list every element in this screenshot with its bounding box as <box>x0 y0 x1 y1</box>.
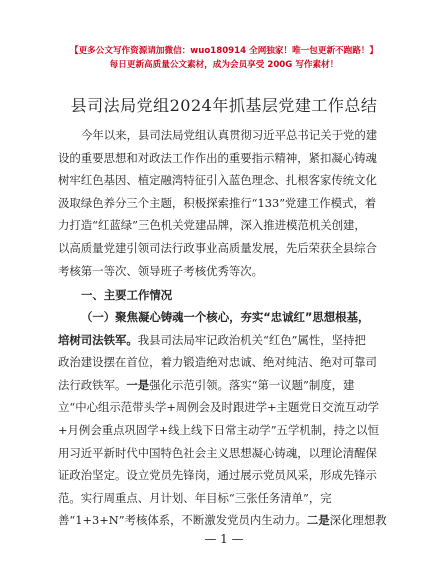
body-line: 用习近平新时代中国特色社会主义思想凝心铸魂，以理论清醒保 <box>58 445 377 460</box>
intro-line: 设的重要思想和对政法工作作出的重要指示精神，紧扣凝心铸魂 <box>58 150 377 165</box>
intro-line: 今年以来，县司法局党组认真贯彻习近平总书记关于党的建 <box>81 128 378 142</box>
body-line: 范。实行周重点、月计划、年目标“三张任务清单”，完 <box>58 490 332 505</box>
body-text: 深化理想教 <box>329 513 387 528</box>
intro-line: 树牢红色基因、植定融湾特征引入蓝色理念、扎根客家传统文化 <box>58 173 377 188</box>
bold-marker: 二是 <box>306 513 330 528</box>
promo-banner-line2: 每日更新高质量公文素材，成为会员享受 200G 写作素材！ <box>109 60 339 70</box>
body-line <box>58 329 396 352</box>
bold-marker: 一是 <box>126 377 150 392</box>
intro-line: 力打造“红蓝绿”三色机关党建品牌，深入推进模范机关创建， <box>58 218 366 233</box>
body-line: 立“中心组示范带头学+周例会及时跟进学+主题党日交流互动学 <box>58 400 380 415</box>
body-text: 强化示范引领。落实“第一议题”制度，建 <box>149 377 355 392</box>
body-line: 证政治坚定。设立党员先锋岗，通过展示党员风采，形成先锋示 <box>58 468 377 483</box>
section-body <box>58 306 396 532</box>
body-line: 政治建设摆在首位，着力锻造绝对忠诚、绝对纯洁、绝对可靠司 <box>58 355 377 370</box>
body-line <box>58 509 396 532</box>
intro-paragraph <box>58 124 396 282</box>
page-number: — 1 — <box>204 532 244 546</box>
subheading-tail: 培树司法铁军。 <box>58 332 138 347</box>
body-text: 善“1+3+N”考核体系，不断激发党员内生动力。 <box>58 513 307 528</box>
section-heading: 一、主要工作情况 <box>81 288 173 302</box>
body-line: +月例会重点巩固学+线上线下日常主动学”五学机制，持之以恒 <box>58 422 380 437</box>
body-text: 我县司法局牢记政治机关“红色”属性，坚持把 <box>137 332 366 347</box>
body-text: 法行政铁军。 <box>58 377 127 392</box>
body-line <box>58 374 396 397</box>
intro-line: 汲取绿色养分三个主题，积极探索推行“133”党建工作模式，着 <box>58 195 377 210</box>
promo-banner-line1: 【更多公文写作资源请加微信：wuo180914 全网独家！唯一包更新不跑路！】 <box>69 46 379 56</box>
subheading-line: （一）聚焦凝心铸魂一个核心，夯实“忠诚红”思想根基， <box>81 310 370 324</box>
intro-line: 考核第一等次、领导班子考核优秀等次。 <box>58 263 264 278</box>
intro-line: 以高质量党建引领司法行政事业高质量发展，先后荣获全县综合 <box>58 240 377 255</box>
document-title: 县司法局党组2024年抓基层党建工作总结 <box>70 96 378 115</box>
